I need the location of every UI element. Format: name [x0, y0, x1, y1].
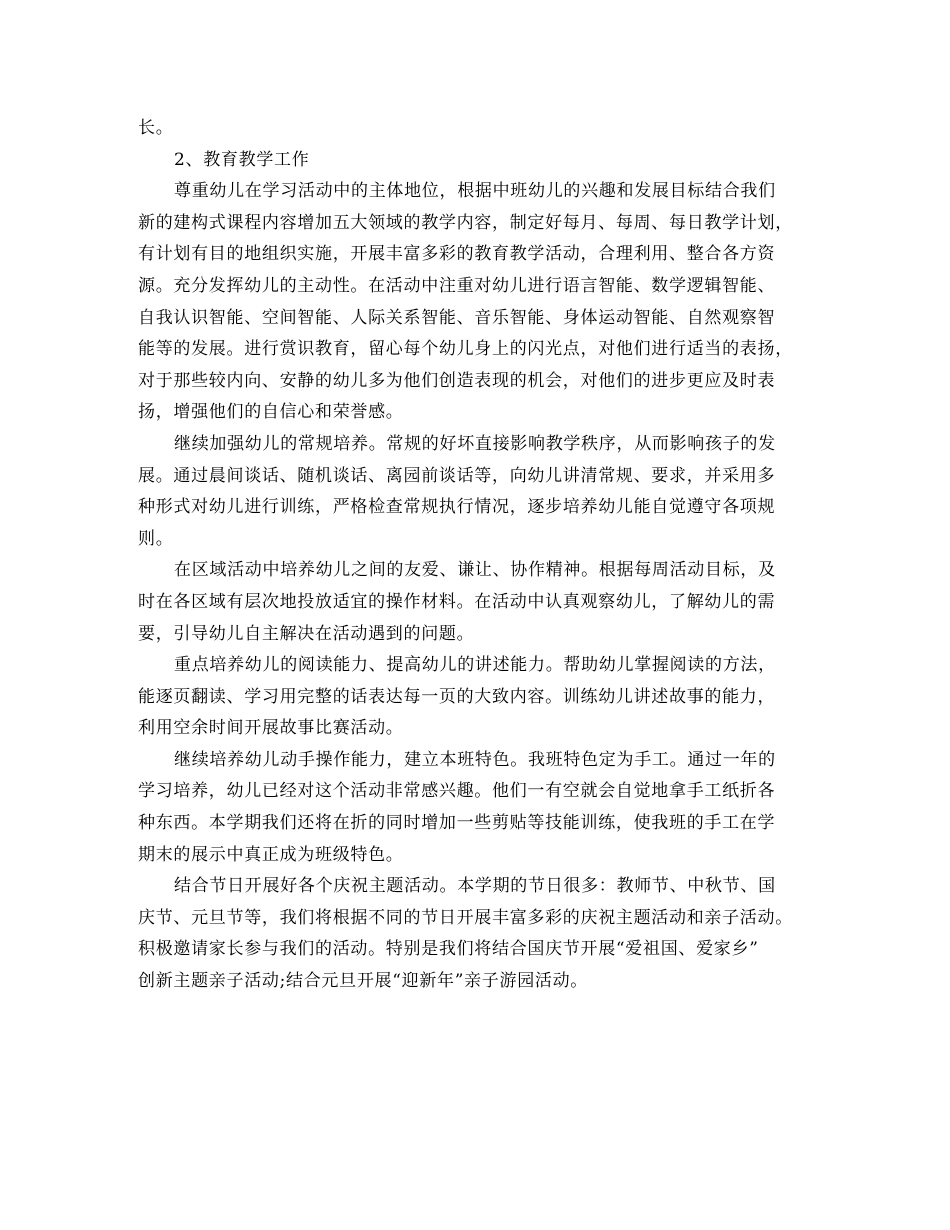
text-line: 利用空余时间开展故事比赛活动。 [138, 718, 404, 739]
text-line: 创新主题亲子活动;结合元旦开展“迎新年”亲子游园活动。 [138, 971, 589, 992]
text-line: 结合节日开展好各个庆祝主题活动。本学期的节日很多：教师节、中秋节、国 [174, 876, 776, 897]
text-line: 积极邀请家长参与我们的活动。特别是我们将结合国庆节开展“爱祖国、爱家乡” [138, 939, 759, 960]
text-line: 源。充分发挥幼儿的主动性。在活动中注重对幼儿进行语言智能、数学逻辑智能、 [138, 275, 776, 296]
text-line: 则。 [138, 528, 174, 549]
text-line: 有计划有目的地组织实施，开展丰富多彩的教育教学活动，合理利用、整合各方资 [138, 244, 776, 265]
text-line: 期末的展示中真正成为班级特色。 [138, 844, 404, 865]
text-line: 尊重幼儿在学习活动中的主体地位，根据中班幼儿的兴趣和发展目标结合我们 [174, 181, 776, 202]
text-line: 种形式对幼儿进行训练，严格检查常规执行情况，逐步培养幼儿能自觉遵守各项规 [138, 497, 776, 518]
document-body [138, 113, 814, 998]
text-line: 新的建构式课程内容增加五大领域的教学内容，制定好每月、每周、每日教学计划， [138, 212, 793, 233]
text-line: 自我认识智能、空间智能、人际关系智能、音乐智能、身体运动智能、自然观察智 [138, 307, 776, 328]
text-line: 能等的发展。进行赏识教育，留心每个幼儿身上的闪光点，对他们进行适当的表扬， [138, 339, 793, 360]
text-line: 时在各区域有层次地投放适宜的操作材料。在活动中认真观察幼儿，了解幼儿的需 [138, 591, 776, 612]
text-line: 重点培养幼儿的阅读能力、提高幼儿的讲述能力。帮助幼儿掌握阅读的方法， [174, 655, 776, 676]
text-line: 在区域活动中培养幼儿之间的友爱、谦让、协作精神。根据每周活动目标，及 [174, 560, 776, 581]
text-line: 扬，增强他们的自信心和荣誉感。 [138, 402, 404, 423]
text-line: 2、教育教学工作 [174, 149, 310, 170]
text-line: 能逐页翻读、学习用完整的话表达每一页的大致内容。训练幼儿讲述故事的能力， [138, 686, 776, 707]
text-line: 对于那些较内向、安静的幼儿多为他们创造表现的机会，对他们的进步更应及时表 [138, 370, 776, 391]
text-line: 学习培养，幼儿已经对这个活动非常感兴趣。他们一有空就会自觉地拿手工纸折各 [138, 781, 776, 802]
text-line: 长。 [138, 118, 174, 138]
text-line: 继续加强幼儿的常规培养。常规的好坏直接影响教学秩序，从而影响孩子的发 [174, 433, 776, 454]
text-line: 继续培养幼儿动手操作能力，建立本班特色。我班特色定为手工。通过一年的 [174, 749, 776, 770]
text-line: 展。通过晨间谈话、随机谈话、离园前谈话等，向幼儿讲清常规、要求，并采用多 [138, 465, 776, 486]
text-line: 种东西。本学期我们还将在折的同时增加一些剪贴等技能训练，使我班的手工在学 [138, 813, 776, 834]
text-line: 要，引导幼儿自主解决在活动遇到的问题。 [138, 623, 475, 644]
text-line: 庆节、元旦节等，我们将根据不同的节日开展丰富多彩的庆祝主题活动和亲子活动。 [138, 907, 793, 928]
